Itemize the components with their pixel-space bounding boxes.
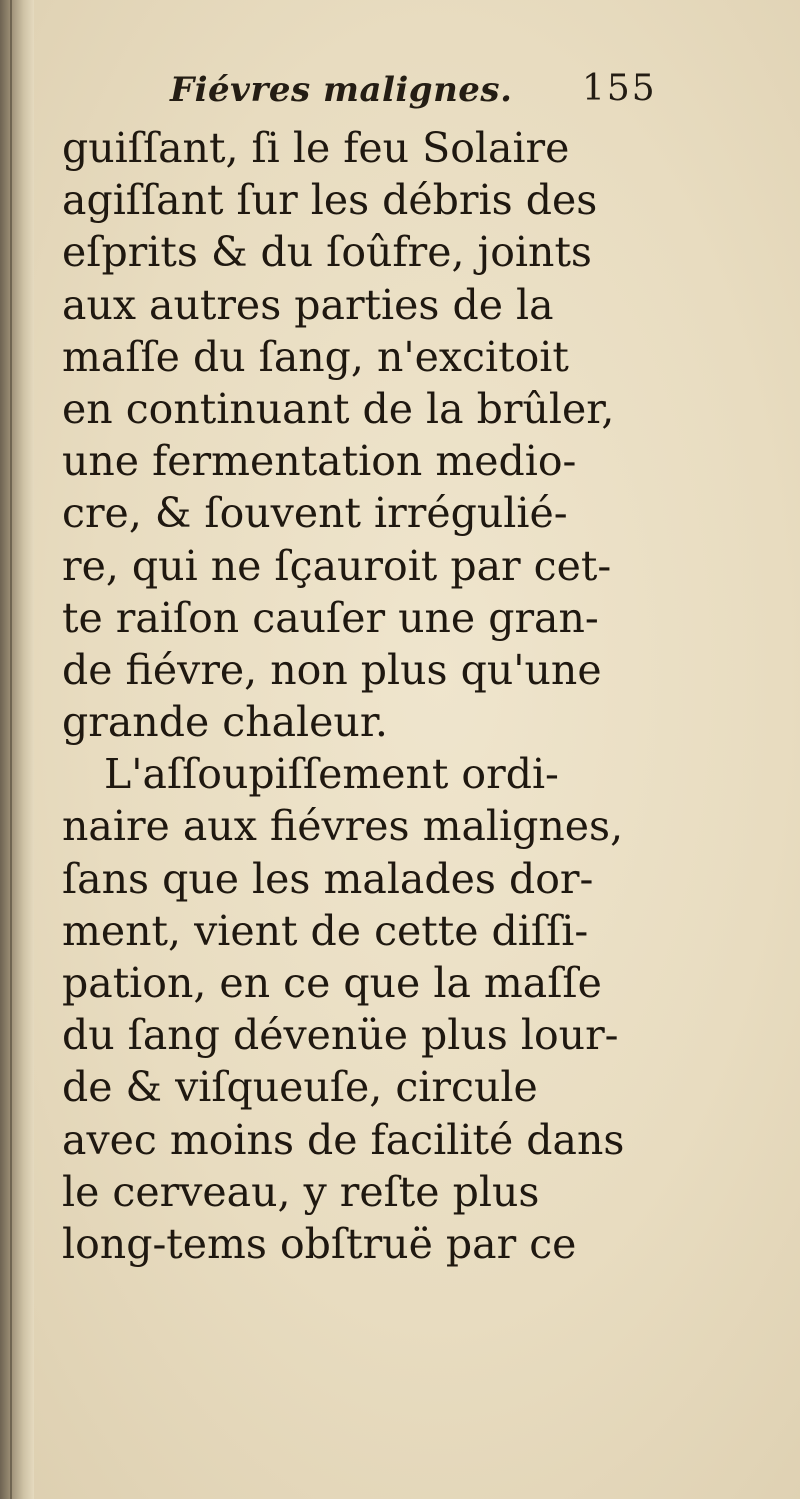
text-line: agiſſant ſur les débris des <box>62 176 598 225</box>
text-line: de & viſqueuſe, circule <box>62 1063 538 1112</box>
text-line: pation, en ce que la maſſe <box>62 959 602 1007</box>
binding-gutter <box>0 0 34 1499</box>
text-line: eſprits & du ſoûfre, joints <box>62 228 592 277</box>
text-line: le cerveau, y reſte plus <box>62 1167 540 1216</box>
page-header <box>170 66 690 118</box>
text-line: cre, & ſouvent irrégulié- <box>62 489 568 538</box>
text-line: grande chaleur. <box>62 698 388 747</box>
page-number: 155 <box>582 68 657 109</box>
text-line: du ſang dévenüe plus lour- <box>62 1011 619 1060</box>
text-line: maſſe du ſang, n'excitoit <box>62 332 569 381</box>
text-line: guiſſant, ſi le feu Solaire <box>62 124 570 172</box>
binding-shadow-line <box>10 0 12 1499</box>
running-title: Fiévres malignes. <box>170 70 513 110</box>
text-line: te raiſon cauſer une gran- <box>62 593 599 642</box>
text-line: long-tems obſtruë par ce <box>62 1219 577 1268</box>
text-line: une fermentation medio- <box>62 437 577 486</box>
text-line: en continuant de la brûler, <box>62 384 615 433</box>
paragraph-start-line: L'aſſoupiſſement ordi- <box>104 750 559 799</box>
text-line: ment, vient de cette diſſi- <box>62 906 589 955</box>
text-line: re, qui ne ſçauroit par cet- <box>62 541 612 590</box>
text-line: naire aux fiévres malignes, <box>62 802 624 851</box>
text-line: de fiévre, non plus qu'une <box>62 645 602 694</box>
text-line: ſans que les malades dor- <box>62 854 594 903</box>
body-text <box>62 122 702 1270</box>
text-line: avec moins de facilité dans <box>62 1115 625 1164</box>
text-line: aux autres parties de la <box>62 280 554 329</box>
